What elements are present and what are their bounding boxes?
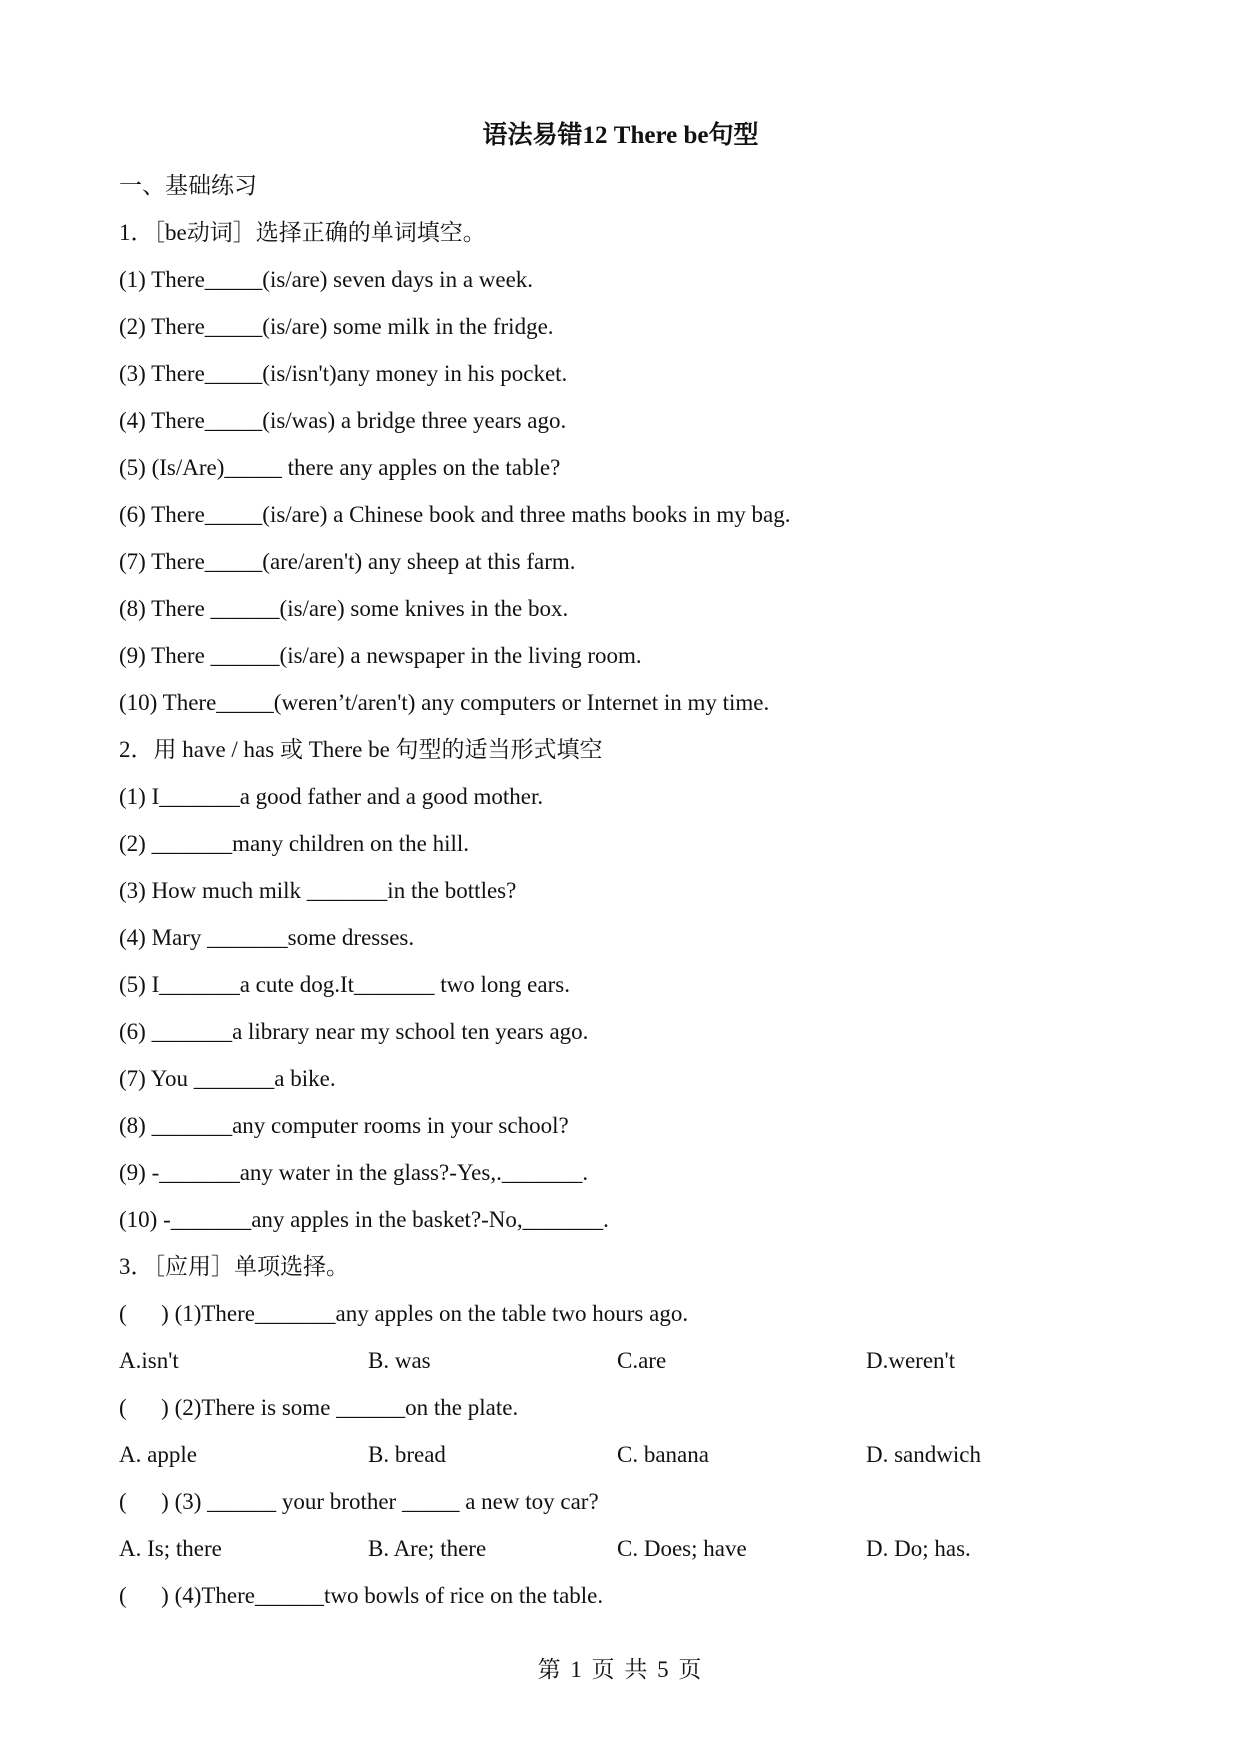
question-1-heading: 1．［be动词］选择正确的单词填空。 (119, 220, 486, 245)
section-heading: 一、基础练习 (119, 173, 257, 198)
q1-item-9: (9) There ______(is/are) a newspaper in the living room. (119, 643, 642, 668)
q3-1-option-d: D.weren't (866, 1348, 956, 1373)
q3-1-option-c: C.are (617, 1348, 667, 1373)
q1-item-3: (3) There_____(is/isn't)any money in his pocket. (119, 361, 568, 386)
page-title: 语法易错12 There be句型 (482, 122, 759, 149)
q1-item-1: (1) There_____(is/are) seven days in a week. (119, 267, 534, 292)
q3-2-option-b: B. bread (368, 1442, 446, 1467)
q1-item-2: (2) There_____(is/are) some milk in the fridge. (119, 314, 554, 339)
q3-2-option-d: D. sandwich (866, 1442, 981, 1467)
q2-item-10: (10) -_______any apples in the basket?-No,_______. (119, 1207, 609, 1232)
q1-item-7: (7) There_____(are/aren't) any sheep at this farm. (119, 549, 576, 574)
q2-item-1: (1) I_______a good father and a good mother. (119, 784, 544, 809)
q1-item-4: (4) There_____(is/was) a bridge three years ago. (119, 408, 567, 433)
q2-item-2: (2) _______many children on the hill. (119, 831, 470, 856)
q2-item-3: (3) How much milk _______in the bottles? (119, 878, 517, 903)
q3-stem-3: ( ) (3) ______ your brother _____ a new toy car? (119, 1489, 599, 1514)
q2-item-6: (6) _______a library near my school ten years ago. (119, 1019, 589, 1044)
q2-item-4: (4) Mary _______some dresses. (119, 925, 415, 950)
q1-item-8: (8) There ______(is/are) some knives in the box. (119, 596, 569, 621)
q3-3-option-a: A. Is; there (119, 1536, 222, 1561)
q2-item-8: (8) _______any computer rooms in your school? (119, 1113, 569, 1138)
q3-1-option-a: A.isn't (119, 1348, 179, 1373)
question-2-heading: 2．用 have / has 或 There be 句型的适当形式填空 (119, 737, 603, 762)
q1-item-6: (6) There_____(is/are) a Chinese book and three maths books in my bag. (119, 502, 791, 527)
q3-2-option-c: C. banana (617, 1442, 709, 1467)
q3-3-option-d: D. Do; has. (866, 1536, 971, 1561)
q2-item-7: (7) You _______a bike. (119, 1066, 336, 1091)
question-3-heading: 3．［应用］单项选择。 (119, 1254, 349, 1279)
q3-1-option-b: B. was (368, 1348, 431, 1373)
q1-item-10: (10) There_____(weren’t/aren't) any computers or Internet in my time. (119, 690, 770, 715)
q3-3-option-c: C. Does; have (617, 1536, 747, 1561)
q2-item-5: (5) I_______a cute dog.It_______ two long ears. (119, 972, 570, 997)
q1-item-5: (5) (Is/Are)_____ there any apples on the table? (119, 455, 561, 480)
q3-3-option-b: B. Are; there (368, 1536, 487, 1561)
q3-stem-1: ( ) (1)There_______any apples on the table two hours ago. (119, 1301, 689, 1326)
page-footer: 第 1 页 共 5 页 (537, 1657, 704, 1682)
q3-2-option-a: A. apple (119, 1442, 197, 1467)
q3-stem-2: ( ) (2)There is some ______on the plate. (119, 1395, 519, 1420)
q3-stem-4: ( ) (4)There______two bowls of rice on the table. (119, 1583, 604, 1608)
q2-item-9: (9) -_______any water in the glass?-Yes,._______. (119, 1160, 589, 1185)
